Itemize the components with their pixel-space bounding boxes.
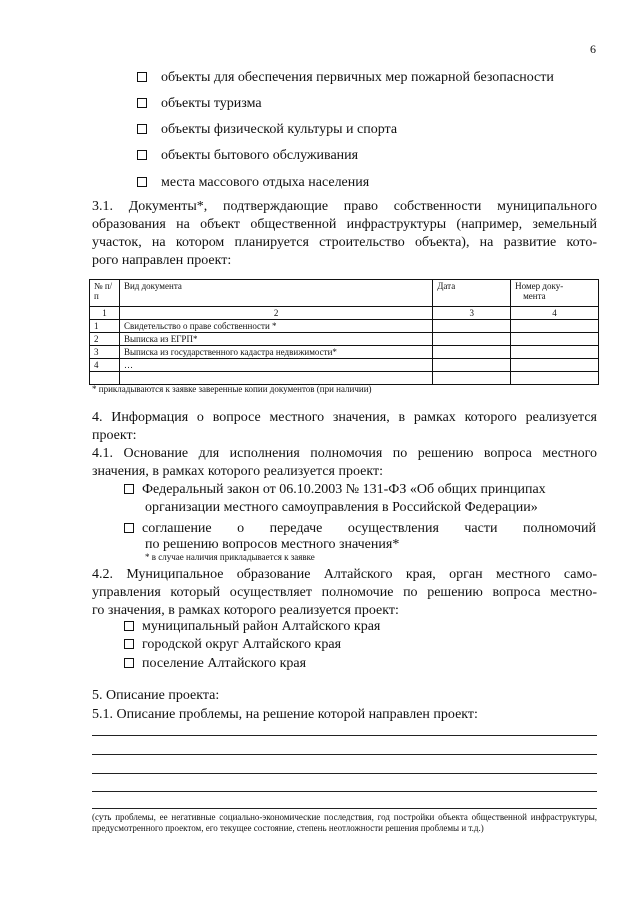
- col-number: 1: [90, 307, 120, 320]
- option-label: муниципальный район Алтайского края: [142, 619, 381, 634]
- option-federal-law-line-2: организации местного самоуправления в Российской Федерации»: [145, 500, 538, 515]
- section-3-1-line-4: рого направлен проект:: [92, 253, 232, 268]
- checkbox-federal-law[interactable]: [124, 482, 546, 498]
- section-4-line-2: проект:: [92, 428, 137, 443]
- table-cell[interactable]: [433, 372, 511, 385]
- table-cell[interactable]: [511, 346, 599, 359]
- section-3-1-line-1: 3.1. Документы*, подтверждающие право собственности муниципального: [92, 199, 597, 214]
- header-doc-number-line-1: Номер доку-: [515, 281, 564, 291]
- answer-line[interactable]: [92, 791, 597, 792]
- table-cell: 3: [90, 346, 120, 359]
- section-4-2-line-1: 4.2. Муниципальное образование Алтайского края, орган местного само-: [92, 567, 597, 582]
- checkbox-fire-safety[interactable]: [137, 70, 554, 86]
- option-line-1: соглашение о передаче осуществления части полномочий: [142, 521, 596, 536]
- checkbox-icon[interactable]: [124, 523, 134, 533]
- table-cell[interactable]: [433, 346, 511, 359]
- answer-line[interactable]: [92, 808, 597, 809]
- option-label: поселение Алтайского края: [142, 656, 307, 671]
- checkbox-recreation[interactable]: [137, 175, 369, 191]
- header-date: Дата: [433, 280, 511, 307]
- agreement-note: * в случае наличия прикладывается к заявке: [145, 552, 315, 562]
- checkbox-icon[interactable]: [137, 72, 147, 82]
- checkbox-label: объекты физической культуры и спорта: [161, 122, 398, 137]
- table-cell[interactable]: [511, 333, 599, 346]
- table-cell: …: [119, 359, 432, 372]
- table-cell[interactable]: [511, 320, 599, 333]
- checkbox-icon[interactable]: [124, 484, 134, 494]
- documents-table: [89, 279, 599, 385]
- checkbox-icon[interactable]: [137, 150, 147, 160]
- col-number: 3: [433, 307, 511, 320]
- table-cell[interactable]: [511, 372, 599, 385]
- checkbox-label: объекты туризма: [161, 96, 262, 111]
- answer-line[interactable]: [92, 754, 597, 755]
- table-cell[interactable]: [433, 333, 511, 346]
- checkbox-icon[interactable]: [137, 177, 147, 187]
- table-cell[interactable]: [511, 359, 599, 372]
- table-cell: [119, 372, 432, 385]
- option-line-1: Федеральный закон от 06.10.2003 № 131-ФЗ «Об общих принципах: [142, 482, 546, 497]
- table-cell: 2: [90, 333, 120, 346]
- table-row: [90, 372, 599, 385]
- header-doc-number: [511, 280, 599, 307]
- section-5-1-note: (суть проблемы, ее негативные социально-экономические последствия, год постройки объекта общественной инфраструктуры, предусмотренного проектом, его текущее состояние, степень неотложности решения проблемы и т.д.): [92, 812, 597, 833]
- section-5-title: 5. Описание проекта:: [92, 688, 220, 703]
- checkbox-icon[interactable]: [137, 124, 147, 134]
- checkbox-icon[interactable]: [124, 621, 134, 631]
- answer-line[interactable]: [92, 773, 597, 774]
- checkbox-agreement[interactable]: [124, 521, 599, 537]
- option-agreement-line-2: по решению вопросов местного значения*: [145, 537, 400, 552]
- checkbox-label: объекты для обеспечения первичных мер пожарной безопасности: [161, 70, 554, 85]
- table-row: [90, 333, 599, 346]
- table-row: [90, 320, 599, 333]
- section-4-2-line-3: го значения, в рамках которого реализуется проект:: [92, 603, 399, 618]
- checkbox-settlement[interactable]: [124, 656, 306, 672]
- table-cell: [90, 372, 120, 385]
- section-4-1-line-1: 4.1. Основание для исполнения полномочия по решению вопроса местного: [92, 446, 597, 461]
- header-doc-type: Вид документа: [119, 280, 432, 307]
- checkbox-icon[interactable]: [137, 98, 147, 108]
- checkbox-municipal-district[interactable]: [124, 619, 380, 635]
- table-header-row: [90, 280, 599, 307]
- section-5-1-title: 5.1. Описание проблемы, на решение которой направлен проект:: [92, 707, 478, 722]
- table-cell: Выписка из государственного кадастра недвижимости*: [119, 346, 432, 359]
- col-number: 2: [119, 307, 432, 320]
- col-number: 4: [511, 307, 599, 320]
- table-cell: 4: [90, 359, 120, 372]
- table-cell[interactable]: [433, 359, 511, 372]
- table-cell[interactable]: [433, 320, 511, 333]
- answer-line[interactable]: [92, 735, 597, 736]
- section-3-1-line-3: участок, на котором планируется строительство объекта), на развитие кото-: [92, 235, 597, 250]
- table-cell: Выписка из ЕГРП*: [119, 333, 432, 346]
- table-cell: 1: [90, 320, 120, 333]
- checkbox-icon[interactable]: [124, 639, 134, 649]
- option-label: городской округ Алтайского края: [142, 637, 342, 652]
- page-number: 6: [590, 42, 596, 56]
- table-footnote: * прикладываются к заявке заверенные копии документов (при наличии): [92, 384, 372, 394]
- checkbox-icon[interactable]: [124, 658, 134, 668]
- checkbox-household[interactable]: [137, 148, 358, 164]
- table-cell: Свидетельство о праве собственности *: [119, 320, 432, 333]
- header-num: № п/п: [90, 280, 120, 307]
- checkbox-sport[interactable]: [137, 122, 397, 138]
- section-4-line-1: 4. Информация о вопросе местного значения, в рамках которого реализуется: [92, 410, 597, 425]
- section-4-2-line-2: управления который осуществляет полномочие по решению вопроса местно-: [92, 585, 597, 600]
- header-doc-number-line-2: мента: [523, 291, 546, 301]
- table-numbers-row: [90, 307, 599, 320]
- checkbox-label: места массового отдыха населения: [161, 175, 370, 190]
- section-3-1-line-2: образования на объект общественной инфраструктуры (например, земельный: [92, 217, 597, 232]
- checkbox-label: объекты бытового обслуживания: [161, 148, 359, 163]
- section-4-1-line-2: значения, в рамках которого реализуется проект:: [92, 464, 383, 479]
- table-row: [90, 359, 599, 372]
- checkbox-city-district[interactable]: [124, 637, 341, 653]
- table-row: [90, 346, 599, 359]
- checkbox-tourism[interactable]: [137, 96, 262, 112]
